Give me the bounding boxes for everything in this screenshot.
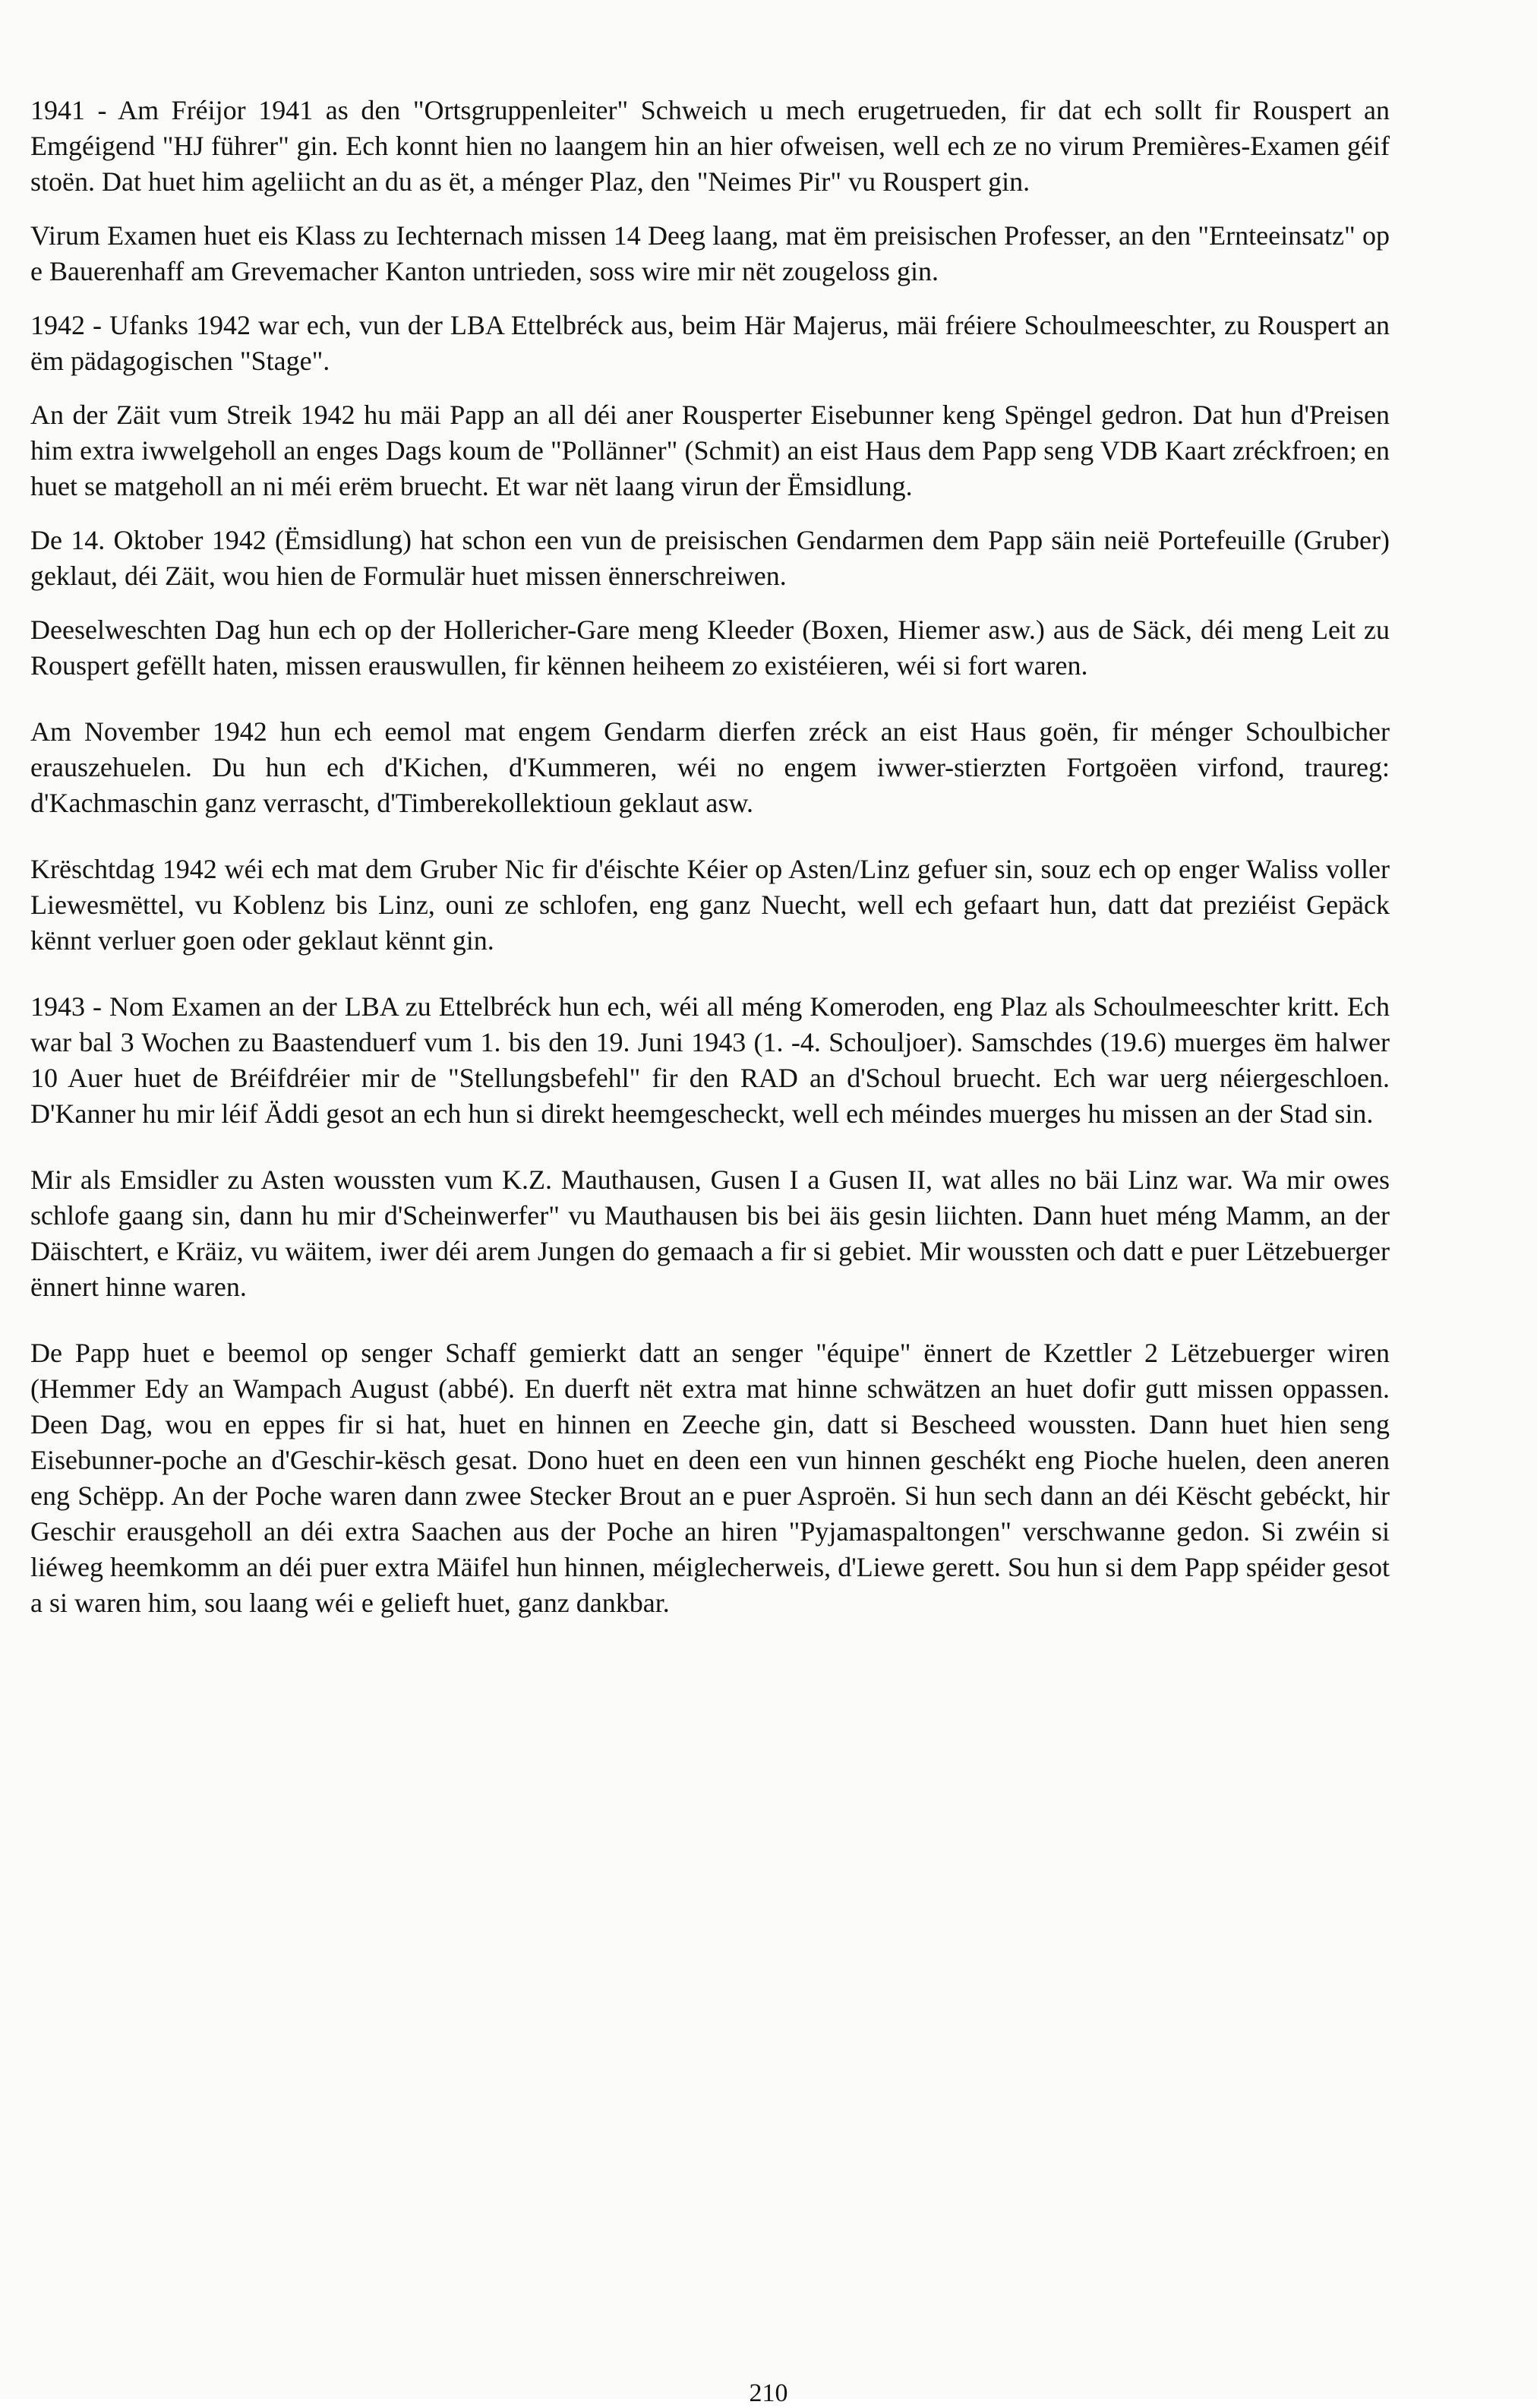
page-number: 210	[749, 2379, 788, 2407]
paragraph-kreschtdag-1942: Krëschtdag 1942 wéi ech mat dem Gruber Nic fir d'éischte Kéier op Asten/Linz gefuer sin, souz ech op enger Waliss voller Liewesmëttel, vu Koblenz bis Linz, ouni ze schlofen, eng ganz Nuecht, well ech gefaart hun, datt dat preziéist Gepäck kënnt verluer goen oder geklaut kënnt gin.	[30, 854, 1390, 956]
text-column	[30, 93, 1390, 1639]
paragraph-streik-1942: An der Zäit vum Streik 1942 hu mäi Papp an all déi aner Rousperter Eisebunner keng Spëngel gedron. Dat hun d'Preisen him extra iwwelgeholl an enges Dags koum de "Pollänner" (Schmit) an eist Haus dem Papp seng VDB Kaart zréckfroen; en huet se matgeholl an ni méi erëm bruecht. Et war nët laang virun der Ëmsidlung.	[30, 400, 1390, 501]
paragraph-hollericher-gare: Deeselweschten Dag hun ech op der Hollericher-Gare meng Kleeder (Boxen, Hiemer asw.) aus de Säck, déi meng Leit zu Rouspert gefëllt haten, missen erauswullen, fir kënnen heiheem zo existéieren, wéi si fort waren.	[30, 615, 1390, 681]
paragraph-papp-equipe: De Papp huet e beemol op senger Schaff gemierkt datt an senger "équipe" ënnert de Kzettler 2 Lëtzebuerger wiren (Hemmer Edy an Wampach August (abbé). En duerft nët extra mat hinne schwätzen an huet dofir gutt missen oppassen. Deen Dag, wou en eppes fir si hat, huet en hinnen en Zeeche gin, datt si Bescheed woussten. Dann huet hien seng Eisebunner-poche an d'Geschir-kësch gesat. Dono huet en deen een vun hinnen geschékt eng Pioche huelen, deen aneren eng Schëpp. An der Poche waren dann zwee Stecker Brout an e puer Asproën. Si hun sech dann an déi Këscht gebéckt, hir Geschir erausgeholl an déi extra Saachen aus der Poche an hiren "Pyjamaspaltongen" verschwanne gedon. Si zwéin si liéweg heemkomm an déi puer extra Mäifel hun hinnen, méiglecherweis, d'Liewe gerett. Sou hun si dem Papp spéider gesot a si waren him, sou laang wéi e gelieft huet, ganz dankbar.	[30, 1338, 1390, 1618]
paragraph-1941-hj: 1941 - Am Fréijor 1941 as den "Ortsgruppenleiter" Schweich u mech erugetrueden, fir dat ech sollt fir Rouspert an Emgéigend "HJ führer" gin. Ech konnt hien no laangem hin an hier ofweisen, well ech ze no virum Premières-Examen géif stoën. Dat huet him ageliicht an du as ët, a ménger Plaz, den "Neimes Pir" vu Rouspert gin.	[30, 95, 1390, 197]
paragraph-1943-examen: 1943 - Nom Examen an der LBA zu Ettelbréck hun ech, wéi all méng Komeroden, eng Plaz als Schoulmeeschter kritt. Ech war bal 3 Wochen zu Baastenduerf vum 1. bis den 19. Juni 1943 (1. -4. Schouljoer). Samschdes (19.6) muerges ëm halwer 10 Auer huet de Bréifdréier mir de "Stellungsbefehl" fir den RAD an d'Schoul bruecht. Ech war uerg néiergeschloen. D'Kanner hu mir léif Äddi gesot an ech hun si direkt heemgescheckt, well ech méindes muerges hu missen an der Stad sin.	[30, 991, 1390, 1129]
paragraph-emsidlung: De 14. Oktober 1942 (Ëmsidlung) hat schon een vun de preisischen Gendarmen dem Papp säin neië Portefeuille (Gruber) geklaut, déi Zäit, wou hien de Formulär huet missen ënnerschreiwen.	[30, 525, 1390, 591]
paragraph-mauthausen: Mir als Emsidler zu Asten woussten vum K.Z. Mauthausen, Gusen I a Gusen II, wat alles no bäi Linz war. Wa mir owes schlofe gaang sin, dann hu mir d'Scheinwerfer" vu Mauthausen bis bei äis gesin liichten. Dann huet méng Mamm, an der Däischtert, e Kräiz, vu wäitem, iwer déi arem Jungen do gemaach a fir si gebiet. Mir woussten och datt e puer Lëtzebuerger ënnert hinne waren.	[30, 1164, 1390, 1302]
paragraph-exam-ernteeinsatz: Virum Examen huet eis Klass zu Iechternach missen 14 Deeg laang, mat ëm preisischen Professer, an den "Ernteeinsatz" op e Bauerenhaff am Grevemacher Kanton untrieden, soss wire mir nët zougeloss gin.	[30, 220, 1390, 286]
paragraph-november-1942: Am November 1942 hun ech eemol mat engem Gendarm dierfen zréck an eist Haus goën, fir ménger Schoulbicher erauszehuelen. Du hun ech d'Kichen, d'Kummeren, wéi no engem iwwer-stierzten Fortgoëen virfond, traureg: d'Kachmaschin ganz verrascht, d'Timberekollektioun geklaut asw.	[30, 716, 1390, 818]
paragraph-1942-stage: 1942 - Ufanks 1942 war ech, vun der LBA Ettelbréck aus, beim Här Majerus, mäi fréiere Schoulmeeschter, zu Rouspert an ëm pädagogischen "Stage".	[30, 310, 1390, 376]
